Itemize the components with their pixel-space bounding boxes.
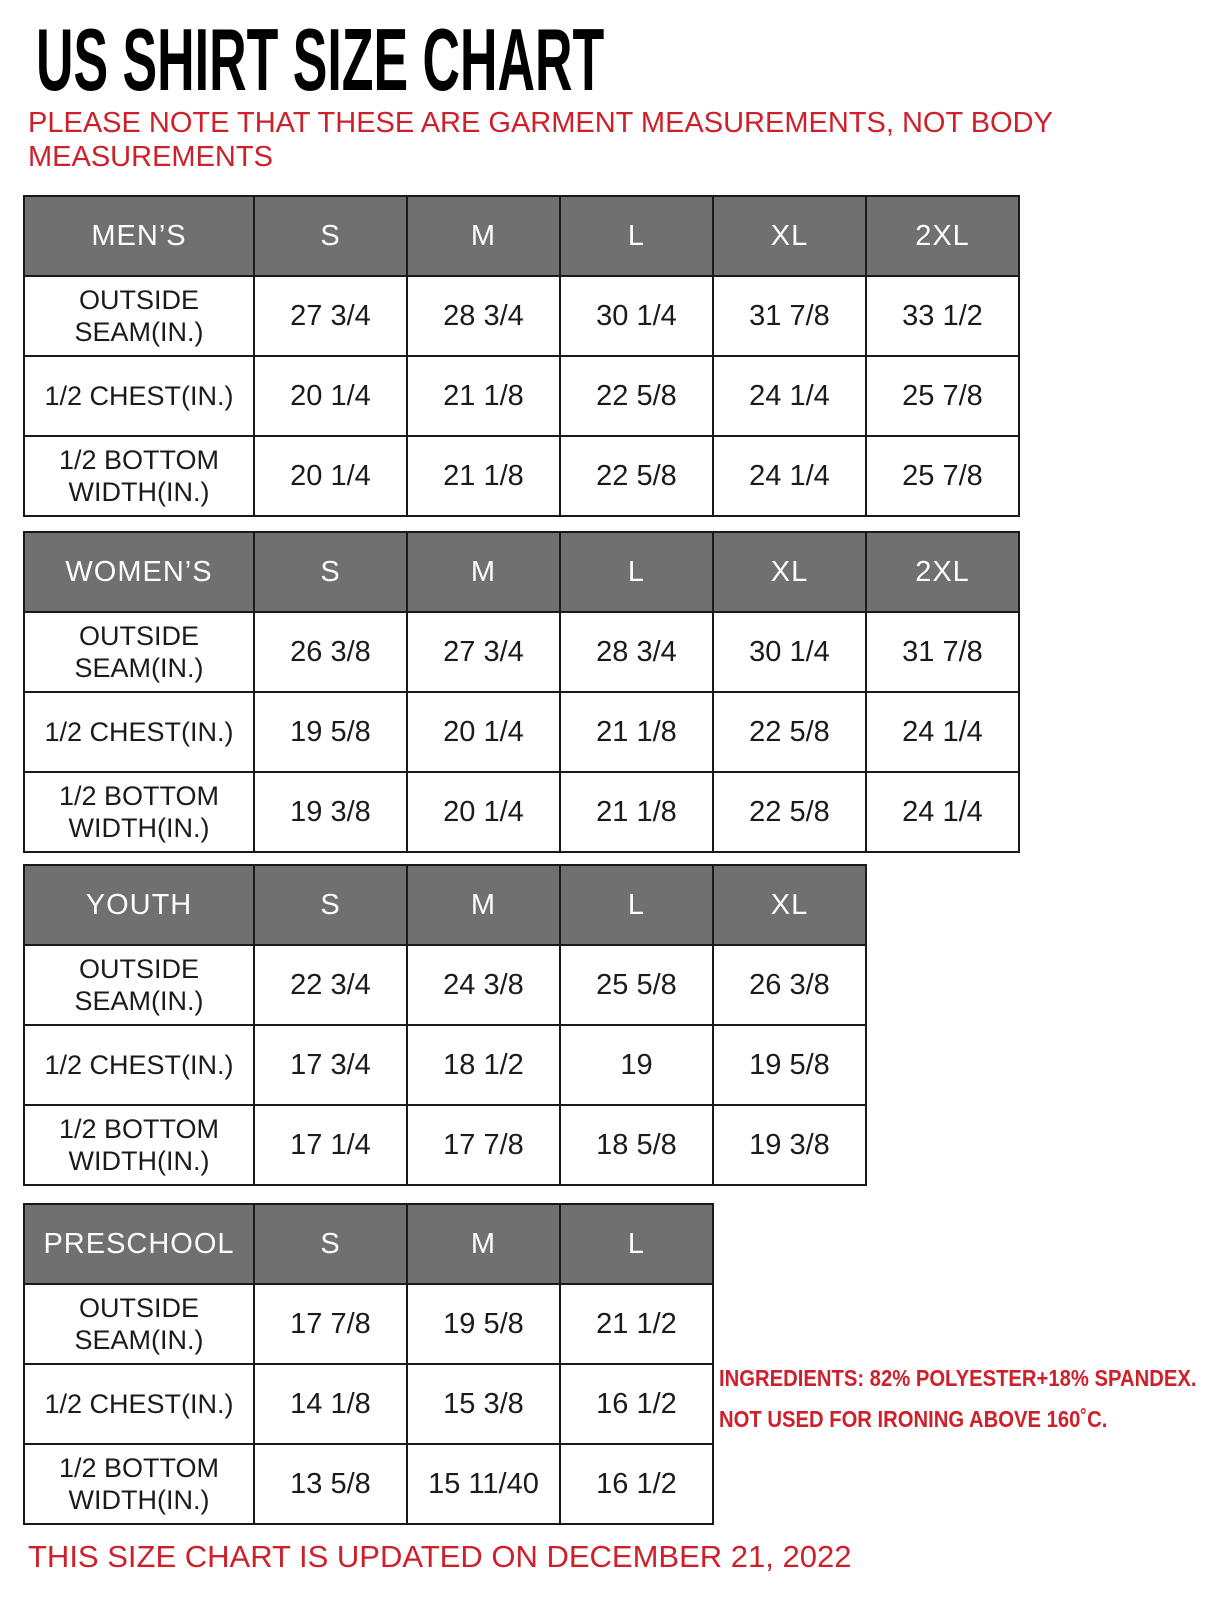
size-value-cell: 27 3/4 xyxy=(407,612,560,692)
size-value-cell: 25 7/8 xyxy=(866,436,1019,516)
size-value-cell: 19 5/8 xyxy=(407,1284,560,1364)
size-table-header-row xyxy=(24,1204,713,1284)
row-label-cell: 1/2 BOTTOM WIDTH(IN.) xyxy=(24,1444,254,1524)
size-value-cell: 19 xyxy=(560,1025,713,1105)
size-col-header-cell: M xyxy=(407,532,560,612)
measurement-row xyxy=(24,1105,866,1185)
size-col-header-cell: S xyxy=(254,532,407,612)
group-header-cell: MEN’S xyxy=(24,196,254,276)
size-value-cell: 33 1/2 xyxy=(866,276,1019,356)
preschool-size-table xyxy=(23,1203,714,1525)
size-col-header-cell: S xyxy=(254,196,407,276)
size-value-cell: 24 3/8 xyxy=(407,945,560,1025)
size-value-cell: 19 5/8 xyxy=(254,692,407,772)
size-value-cell: 20 1/4 xyxy=(254,436,407,516)
size-value-cell: 22 5/8 xyxy=(560,356,713,436)
size-value-cell: 30 1/4 xyxy=(713,612,866,692)
size-value-cell: 21 1/2 xyxy=(560,1284,713,1364)
group-header-cell: YOUTH xyxy=(24,865,254,945)
size-value-cell: 17 7/8 xyxy=(254,1284,407,1364)
size-value-cell: 31 7/8 xyxy=(866,612,1019,692)
row-label-cell: 1/2 CHEST(IN.) xyxy=(24,1364,254,1444)
measurement-row xyxy=(24,356,1019,436)
size-value-cell: 22 5/8 xyxy=(713,772,866,852)
footer-update-note: THIS SIZE CHART IS UPDATED ON DECEMBER 21, 2022 xyxy=(28,1539,852,1574)
row-label-cell: OUTSIDE SEAM(IN.) xyxy=(24,1284,254,1364)
size-value-cell: 19 3/8 xyxy=(254,772,407,852)
size-col-header-cell: XL xyxy=(713,532,866,612)
size-value-cell: 14 1/8 xyxy=(254,1364,407,1444)
size-col-header-cell: S xyxy=(254,865,407,945)
ingredients-line-2: NOT USED FOR IRONING ABOVE 160˚C. xyxy=(719,1406,1108,1432)
size-value-cell: 24 1/4 xyxy=(713,436,866,516)
size-value-cell: 17 1/4 xyxy=(254,1105,407,1185)
ingredients-note xyxy=(719,1358,1196,1440)
size-value-cell: 17 7/8 xyxy=(407,1105,560,1185)
size-value-cell: 30 1/4 xyxy=(560,276,713,356)
size-value-cell: 24 1/4 xyxy=(866,692,1019,772)
youth-size-table xyxy=(23,864,867,1186)
row-label-cell: 1/2 CHEST(IN.) xyxy=(24,1025,254,1105)
size-value-cell: 26 3/8 xyxy=(254,612,407,692)
size-value-cell: 28 3/4 xyxy=(560,612,713,692)
group-header-cell: WOMEN’S xyxy=(24,532,254,612)
size-value-cell: 22 3/4 xyxy=(254,945,407,1025)
measurement-row xyxy=(24,1284,713,1364)
size-col-header-cell: XL xyxy=(713,865,866,945)
size-col-header-cell: S xyxy=(254,1204,407,1284)
size-value-cell: 19 5/8 xyxy=(713,1025,866,1105)
size-value-cell: 25 5/8 xyxy=(560,945,713,1025)
measurement-row xyxy=(24,1364,713,1444)
measurement-row xyxy=(24,276,1019,356)
size-col-header-cell: L xyxy=(560,865,713,945)
size-value-cell: 28 3/4 xyxy=(407,276,560,356)
row-label-cell: OUTSIDE SEAM(IN.) xyxy=(24,945,254,1025)
measurement-row xyxy=(24,1444,713,1524)
measurement-row xyxy=(24,436,1019,516)
page-title: US SHIRT SIZE CHART xyxy=(36,10,605,109)
size-col-header-cell: XL xyxy=(713,196,866,276)
group-header-cell: PRESCHOOL xyxy=(24,1204,254,1284)
size-value-cell: 16 1/2 xyxy=(560,1444,713,1524)
size-value-cell: 27 3/4 xyxy=(254,276,407,356)
size-table-header-row xyxy=(24,865,866,945)
size-col-header-cell: M xyxy=(407,1204,560,1284)
size-value-cell: 17 3/4 xyxy=(254,1025,407,1105)
measurement-row xyxy=(24,692,1019,772)
size-value-cell: 22 5/8 xyxy=(560,436,713,516)
row-label-cell: 1/2 BOTTOM WIDTH(IN.) xyxy=(24,772,254,852)
row-label-cell: 1/2 BOTTOM WIDTH(IN.) xyxy=(24,1105,254,1185)
measurement-row xyxy=(24,945,866,1025)
row-label-cell: OUTSIDE SEAM(IN.) xyxy=(24,612,254,692)
size-value-cell: 15 11/40 xyxy=(407,1444,560,1524)
size-value-cell: 25 7/8 xyxy=(866,356,1019,436)
size-value-cell: 18 1/2 xyxy=(407,1025,560,1105)
size-value-cell: 19 3/8 xyxy=(713,1105,866,1185)
size-value-cell: 21 1/8 xyxy=(407,436,560,516)
size-value-cell: 21 1/8 xyxy=(560,692,713,772)
size-value-cell: 13 5/8 xyxy=(254,1444,407,1524)
measurement-row xyxy=(24,612,1019,692)
size-col-header-cell: L xyxy=(560,1204,713,1284)
size-table-header-row xyxy=(24,196,1019,276)
size-col-header-cell: L xyxy=(560,196,713,276)
size-value-cell: 24 1/4 xyxy=(866,772,1019,852)
size-col-header-cell: M xyxy=(407,196,560,276)
size-value-cell: 24 1/4 xyxy=(713,356,866,436)
size-value-cell: 20 1/4 xyxy=(407,692,560,772)
size-col-header-cell: L xyxy=(560,532,713,612)
size-col-header-cell: 2XL xyxy=(866,532,1019,612)
size-value-cell: 22 5/8 xyxy=(713,692,866,772)
ingredients-line-1: INGREDIENTS: 82% POLYESTER+18% SPANDEX. xyxy=(719,1365,1197,1391)
size-col-header-cell: M xyxy=(407,865,560,945)
womens-size-table xyxy=(23,531,1020,853)
size-value-cell: 26 3/8 xyxy=(713,945,866,1025)
garment-measurement-note: PLEASE NOTE THAT THESE ARE GARMENT MEASUREMENTS, NOT BODY MEASUREMENTS xyxy=(28,107,1053,173)
size-value-cell: 20 1/4 xyxy=(254,356,407,436)
size-value-cell: 31 7/8 xyxy=(713,276,866,356)
measurement-row xyxy=(24,772,1019,852)
size-value-cell: 21 1/8 xyxy=(407,356,560,436)
row-label-cell: 1/2 CHEST(IN.) xyxy=(24,356,254,436)
row-label-cell: 1/2 BOTTOM WIDTH(IN.) xyxy=(24,436,254,516)
size-table-header-row xyxy=(24,532,1019,612)
row-label-cell: 1/2 CHEST(IN.) xyxy=(24,692,254,772)
size-value-cell: 18 5/8 xyxy=(560,1105,713,1185)
row-label-cell: OUTSIDE SEAM(IN.) xyxy=(24,276,254,356)
size-value-cell: 16 1/2 xyxy=(560,1364,713,1444)
size-value-cell: 20 1/4 xyxy=(407,772,560,852)
measurement-row xyxy=(24,1025,866,1105)
size-value-cell: 15 3/8 xyxy=(407,1364,560,1444)
size-col-header-cell: 2XL xyxy=(866,196,1019,276)
mens-size-table xyxy=(23,195,1020,517)
size-value-cell: 21 1/8 xyxy=(560,772,713,852)
